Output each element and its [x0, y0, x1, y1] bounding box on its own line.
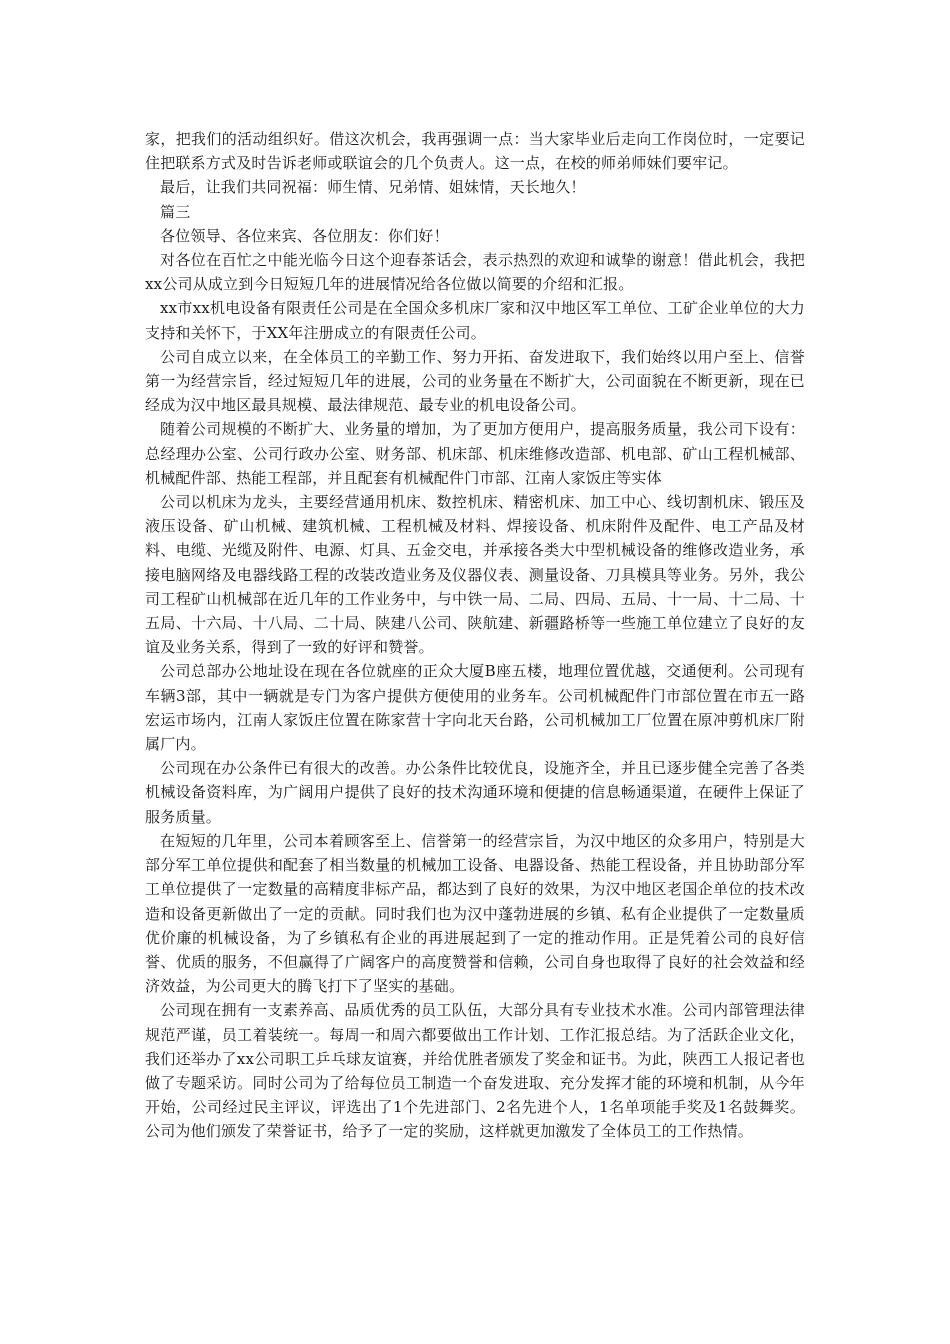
paragraph-welcome: 对各位在百忙之中能光临今日这个迎春茶话会，表示热烈的欢迎和诚挚的谢意！借此机会，我把xx公司从成立到今日短短几年的进展情况给各位做以简要的介绍和汇报。 [145, 251, 805, 294]
paragraph-greeting: 各位领导、各位来宾、各位朋友：你们好！ [160, 226, 449, 245]
paragraph-office-conditions: 公司现在办公条件已有很大的改善。办公条件比较优良，设施齐全，并且已逐步健全完善了各类机械设备资料库，为广阔用户提供了良好的技术沟通环境和便捷的信息畅通渠道，在硬件上保证了服务质量。 [145, 759, 805, 826]
paragraph-location: 公司总部办公地址设在现在各位就座的正众大厦B座五楼，地理位置优越，交通便利。公司现有车辆3部，其中一辆就是专门为客户提供方便使用的业务车。公司机械配件门市部位置在市五一路宏运市场内，江南人家饭庄位置在陈家营十字向北天台路，公司机械加工厂位置在原冲剪机床厂附属厂内。 [145, 662, 805, 754]
paragraph-departments: 随着公司规模的不断扩大、业务量的增加，为了更加方便用户，提高服务质量，我公司下设有：总经理办公室、公司行政办公室、财务部、机床部、机床维修改造部、机电部、矿山工程机械部、机械配件部、热能工程部，并且配套有机械配件门市部、江南人家饭庄等实体 [145, 420, 805, 487]
paragraph-development: 公司自成立以来，在全体员工的辛勤工作、努力开拓、奋发进取下，我们始终以用户至上、信誉第一为经营宗旨，经过短短几年的进展，公司的业务量在不断扩大，公司面貌在不断更新，现在已经成为汉中地区最具规模、最法律规范、最专业的机电设备公司。 [145, 347, 805, 415]
section-heading: 篇三 [160, 202, 191, 221]
paragraph-business-scope: 公司以机床为龙头，主要经营通用机床、数控机床、精密机床、加工中心、线切割机床、锻压及液压设备、矿山机械、建筑机械、工程机械及材料、焊接设备、机床附件及配件、电工产品及材料、电缆、光缆及附件、电源、灯具、五金交电，并承接各类大中型机械设备的维修改造业务，承接电脑网络及电器线路工程的改装改造业务及仪器仪表、测量设备、刀具模具等业务。另外，我公司工程矿山机械部在近几年的工作业务中，与中铁一局、二局、四局、五局、十一局、十二局、十五局、十六局、十八局、二十局、陕建八公司、陕航建、新疆路桥等一些施工单位建立了良好的友谊及业务关系，得到了一致的好评和赞誉。 [145, 493, 805, 657]
paragraph-blessing: 最后，让我们共同祝福：师生情、兄弟情、姐妹情，天长地久！ [160, 178, 586, 197]
paragraph-continuation: 家，把我们的活动组织好。借这次机会，我再强调一点：当大家毕业后走向工作岗位时，一定要记住把联系方式及时告诉老师或联谊会的几个负责人。这一点，在校的师弟师妹们要牢记。 [145, 130, 805, 173]
document-body [145, 127, 805, 1144]
paragraph-staff: 公司现在拥有一支素养高、品质优秀的员工队伍，大部分具有专业技术水准。公司内部管理法律规范严谨，员工着装统一。每周一和周六都要做出工作计划、工作汇报总结。为了活跃企业文化，我们还举办了xx公司职工乒乓球友谊赛，并给优胜者颁发了奖金和证书。为此，陕西工人报记者也做了专题采访。同时公司为了给每位员工制造一个奋发进取、充分发挥才能的环境和机制，从今年开始，公司经过民主评议，评选出了1个先进部门、2名先进个人，1名单项能手奖及1名鼓舞奖。公司为他们颁发了荣誉证书，给予了一定的奖励，这样就更加激发了全体员工的工作热情。 [145, 1001, 805, 1141]
paragraph-company-intro: xx市xx机电设备有限责任公司是在全国众多机床厂家和汉中地区军工单位、工矿企业单位的大力支持和关怀下，于XX年注册成立的有限责任公司。 [145, 299, 805, 342]
paragraph-achievements: 在短短的几年里，公司本着顾客至上、信誉第一的经营宗旨，为汉中地区的众多用户，特别是大部分军工单位提供和配套了相当数量的机械加工设备、电器设备、热能工程设备，并且协助部分军工单位提供了一定数量的高精度非标产品，都达到了良好的效果，为汉中地区老国企单位的技术改造和设备更新做出了一定的贡献。同时我们也为汉中蓬勃进展的乡镇、私有企业提供了一定数量质优价廉的机械设备，为了乡镇私有企业的再进展起到了一定的推动作用。正是凭着公司的良好信誉、优质的服务，不但赢得了广阔客户的高度赞誉和信赖，公司自身也取得了良好的社会效益和经济效益，为公司更大的腾飞打下了坚实的基础。 [145, 831, 805, 996]
